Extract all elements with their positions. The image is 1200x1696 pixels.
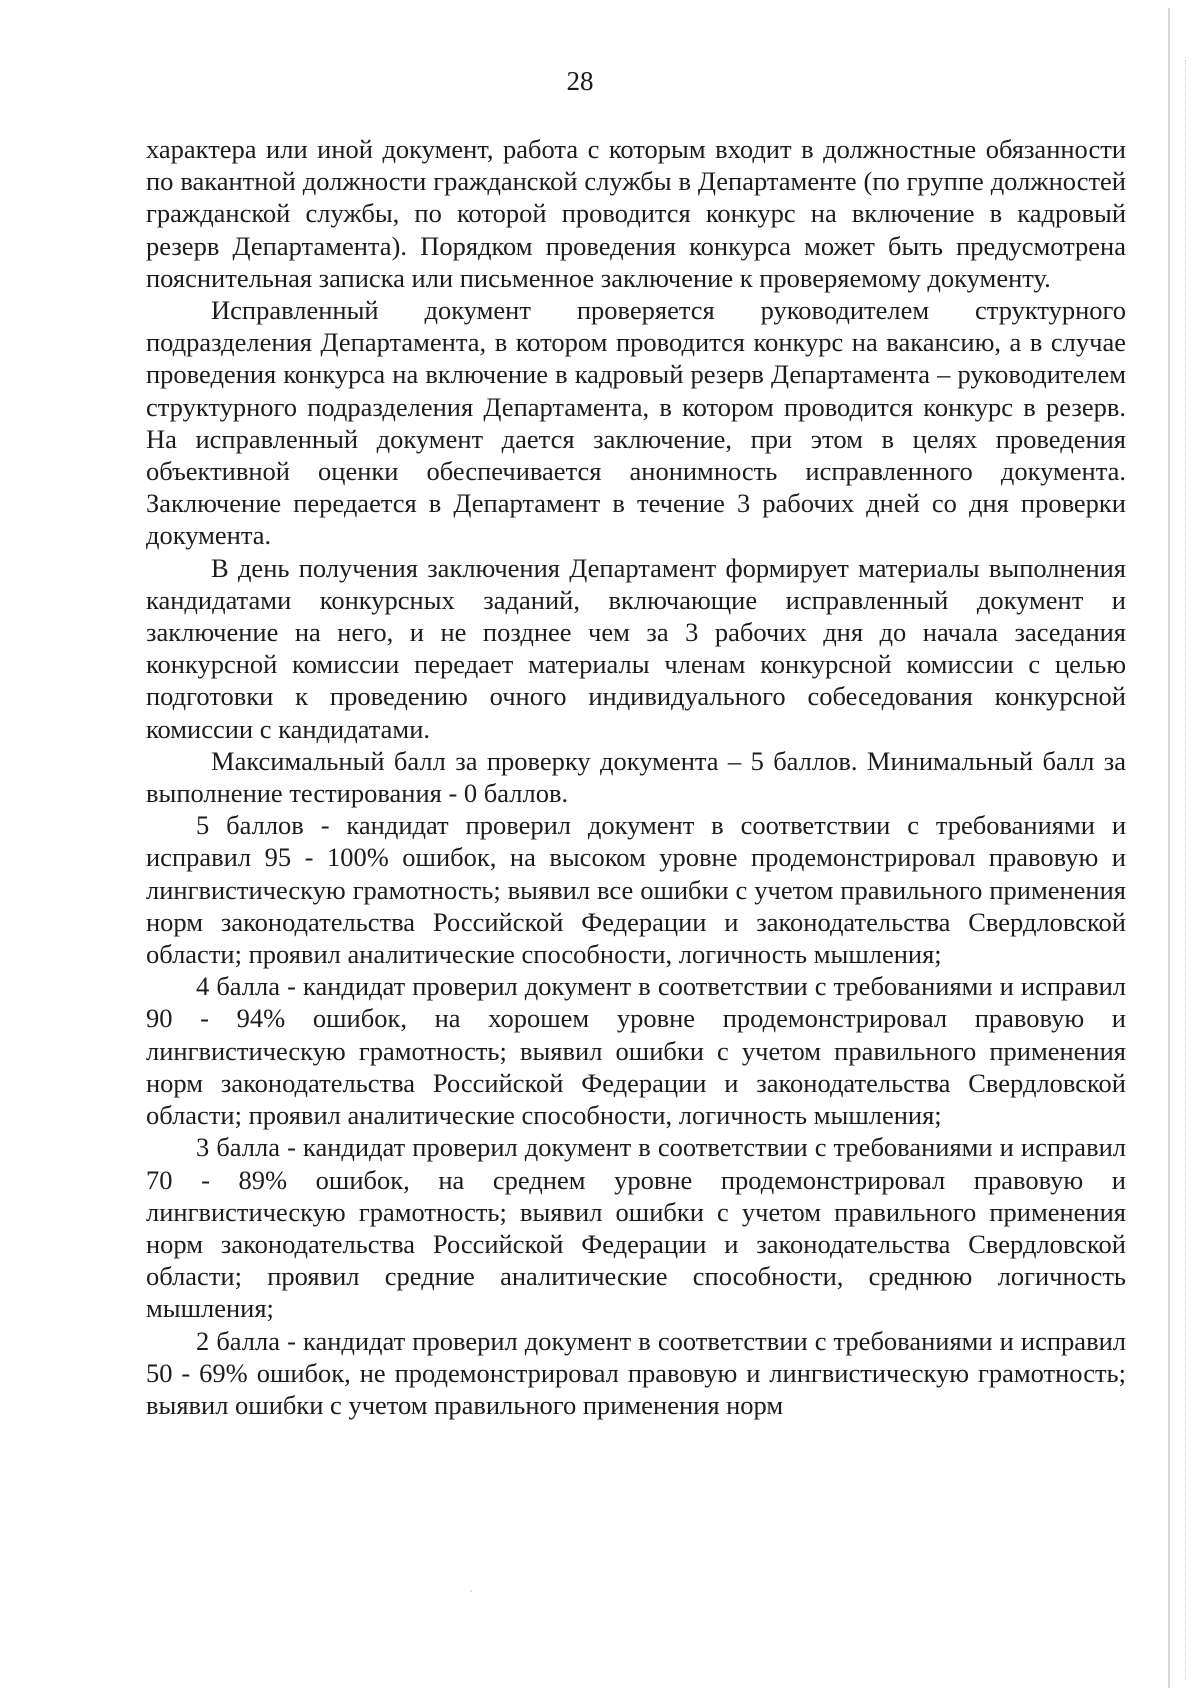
paragraph-corrected-document-review: Исправленный документ проверяется руководителем структурного подразделения Департамента, в котором проводится конкурс на вакансию, а в случае проведения конкурса на включение в кадровый резерв Департамента – руководителем структурного подразделения Департамента, в котором проводится конкурс в резерв. На исправленный документ дается заключение, при этом в целях проведения объективной оценки обеспечивается анонимность исправленного документа. Заключение передается в Департамент в течение 3 рабочих дней со дня проверки документа. <box>146 295 1126 551</box>
paragraph-continuation: характера или иной документ, работа с которым входит в должностные обязанности по вакантной должности гражданской службы в Департаменте (по группе должностей гражданской службы, по которой проводится конкурс на включение в кадровый резерв Департамента). Порядком проведения конкурса может быть предусмотрена пояснительная записка или письменное заключение к проверяемому документу. <box>146 134 1126 293</box>
paragraph-score-3: 3 балла - кандидат проверил документ в соответствии с требованиями и исправил 70 - 89% ошибок, на среднем уровне продемонстрировал правовую и лингвистическую грамотность; выявил ошибки с учетом правильного применения норм законодательства Российской Федерации и законодательства Свердловской области; проявил средние аналитические способности, среднюю логичность мышления; <box>146 1132 1126 1324</box>
document-body <box>146 133 1126 1421</box>
page-edge-dotted-line <box>1185 60 1187 1680</box>
paragraph-score-4: 4 балла - кандидат проверил документ в соответствии с требованиями и исправил 90 - 94% ошибок, на хорошем уровне продемонстрировал правовую и лингвистическую грамотность; выявил ошибки с учетом правильного применения норм законодательства Российской Федерации и законодательства Свердловской области; проявил аналитические способности, логичность мышления; <box>146 971 1126 1131</box>
paragraph-score-range: Максимальный балл за проверку документа – 5 баллов. Минимальный балл за выполнение тестирования - 0 баллов. <box>146 745 1126 809</box>
scan-speck <box>470 1590 472 1592</box>
paragraph-score-2: 2 балла - кандидат проверил документ в соответствии с требованиями и исправил 50 - 69% ошибок, не продемонстрировал правовую и лингвистическую грамотность; выявил ошибки с учетом правильного применения норм <box>146 1325 1126 1420</box>
page-edge-line <box>1168 8 1170 1688</box>
page-number: 28 <box>566 66 594 96</box>
paragraph-score-5: 5 баллов - кандидат проверил документ в соответствии с требованиями и исправил 95 - 100% ошибок, на высоком уровне продемонстрировал правовую и лингвистическую грамотность; выявил все ошибки с учетом правильного применения норм законодательства Российской Федерации и законодательства Свердловской области; проявил аналитические способности, логичность мышления; <box>146 810 1126 970</box>
paragraph-materials-formation: В день получения заключения Департамент формирует материалы выполнения кандидатами конкурсных заданий, включающие исправленный документ и заключение на него, и не позднее чем за 3 рабочих дня до начала заседания конкурсной комиссии передает материалы членам конкурсной комиссии с целью подготовки к проведению очного индивидуального собеседования конкурсной комиссии с кандидатами. <box>146 552 1126 744</box>
